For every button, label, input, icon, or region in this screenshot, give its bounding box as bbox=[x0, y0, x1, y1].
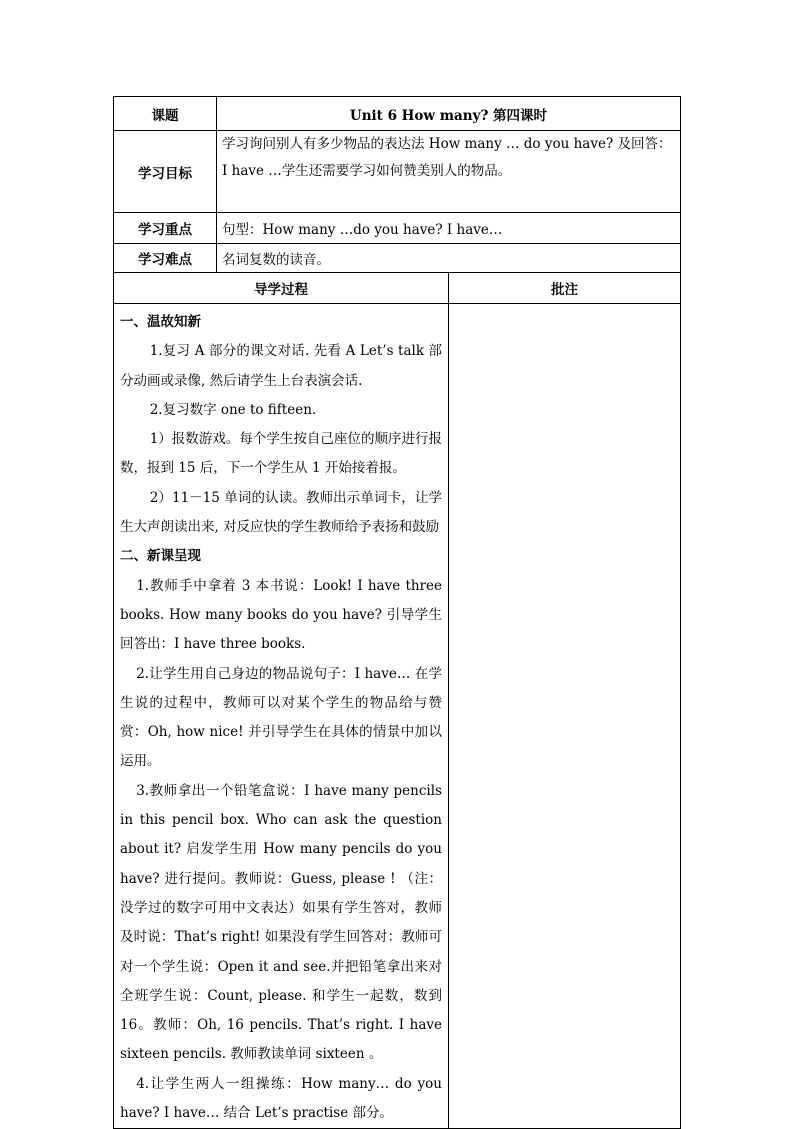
goal-label: 学习目标 bbox=[114, 131, 217, 213]
goal-row bbox=[114, 131, 681, 213]
section-2-title: 二、新课呈现 bbox=[120, 548, 201, 565]
section-1-paragraph: 2.复习数字 one to fifteen. bbox=[149, 401, 317, 418]
key-row bbox=[114, 213, 681, 244]
title-row bbox=[114, 97, 681, 131]
section-1-paragraph: 1.复习 A 部分的课文对话. 先看 A Let’s talk 部分动画或录像, 然后请学生上台表演会话. bbox=[120, 343, 442, 389]
key-label: 学习重点 bbox=[114, 213, 217, 244]
notes-header: 批注 bbox=[449, 273, 681, 304]
section-2-paragraph: 1.教师手中拿着 3 本书说：Look! I have three books. How many books do you have? 引导学生回答出：I have three books. bbox=[120, 577, 442, 653]
key-value: 句型：How many …do you have? I have… bbox=[217, 213, 681, 244]
section-2-paragraph: 3.教师拿出一个铅笔盒说：I have many pencils in this pencil box. Who can ask the question about it? 启发学生用 How many pencils do you have? 进行提问。教师说：Guess, please ! （注：没学过的数字可用中文表达）如果有学生答对，教师及时说：That’s right! 如果没有学生回答对：教师可对一个学生说：Open it and see.并把铅笔拿出来对全班学生说：Count, please. 和学生一起数，数到 16。教师：Oh, 16 pencils. That’s right. I have sixteen pencils. 教师教读单词 sixteen 。 bbox=[120, 782, 442, 1063]
difficulty-value: 名词复数的读音。 bbox=[217, 244, 681, 273]
section-2-paragraph: 2.让学生用自己身边的物品说句子：I have… 在学生说的过程中，教师可以对某个学生的物品给与赞赏：Oh, how nice! 并引导学生在具体的情景中加以运用。 bbox=[120, 665, 442, 770]
section-1-paragraph: 1）报数游戏。每个学生按自己座位的顺序进行报数，报到 15 后，下一个学生从 1 开始接着报。 bbox=[120, 431, 442, 477]
process-header: 导学过程 bbox=[114, 273, 449, 304]
process-content bbox=[114, 304, 449, 1129]
title-value: Unit 6 How many? 第四课时 bbox=[217, 97, 681, 131]
difficulty-row bbox=[114, 244, 681, 273]
lesson-plan-table bbox=[113, 96, 681, 1129]
title-label: 课题 bbox=[114, 97, 217, 131]
section-1-paragraph: 2）11－15 单词的认读。教师出示单词卡，让学生大声朗读出来, 对反应快的学生教师给予表扬和鼓励 bbox=[120, 489, 442, 536]
goal-value: 学习询问别人有多少物品的表达法 How many … do you have? 及回答：I have …学生还需要学习如何赞美别人的物品。 bbox=[217, 131, 681, 213]
notes-content bbox=[449, 304, 681, 1129]
section-2-paragraph: 4.让学生两人一组操练：How many… do you have? I have… 结合 Let’s practise 部分。 bbox=[120, 1075, 442, 1122]
process-body-row bbox=[114, 304, 681, 1129]
process-header-row bbox=[114, 273, 681, 304]
difficulty-label: 学习难点 bbox=[114, 244, 217, 273]
section-1-title: 一、温故知新 bbox=[120, 314, 201, 330]
